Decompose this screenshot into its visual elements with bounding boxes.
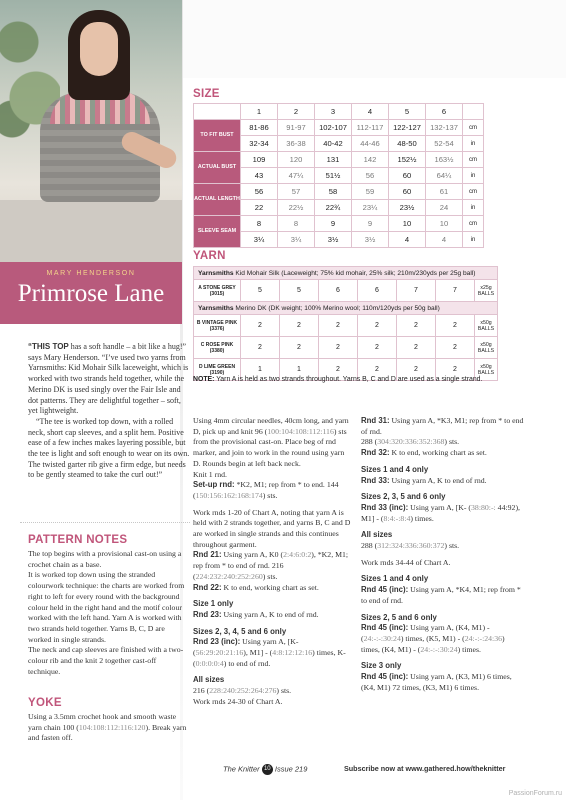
yarn-quantity: 2 (436, 315, 475, 337)
size-row (194, 104, 484, 120)
instructions-column-3 (361, 416, 525, 693)
yarn-table (193, 266, 498, 381)
brand-name: Yarnsmiths (198, 304, 234, 312)
instruction-line (193, 686, 353, 697)
model-photo (0, 0, 182, 262)
instruction-text: Work rnds 1-20 of Chart A, noting that yarn A is held with 2 strands together, and yarns B, C and D are worked in single strands and this continues throughout garment. (193, 507, 351, 549)
yarn-unit: x25g BALLS (475, 280, 498, 302)
instruction-label: Sizes 1 and 4 only (361, 574, 429, 584)
notes-line: The top begins with a provisional cast-on using a crochet chain as a base. (28, 549, 182, 569)
instruction-text: ) sts. (262, 571, 278, 581)
size-cell: 4 (426, 232, 463, 248)
intro-lead: “THIS TOP (28, 342, 69, 351)
yarn-quantity: 2 (436, 337, 475, 359)
size-cell: 57 (278, 184, 315, 200)
yoke-text: Using a 3.5mm crochet hook and smooth waste yarn chain 100 ( (28, 712, 177, 732)
yarn-description: Kid Mohair Silk (Laceweight; 75% kid mohair, 25% silk; 210m/230yds per 25g ball) (233, 269, 476, 277)
top-band (183, 0, 566, 78)
size-cell: 8 (278, 216, 315, 232)
size-table (193, 103, 484, 248)
size-cell: 4 (352, 104, 389, 120)
instruction-label: Rnd 33: (361, 475, 390, 485)
pattern-title: Primrose Lane (17, 280, 165, 307)
yarn-quantity: 5 (241, 280, 280, 302)
yarn-quantity: 6 (319, 280, 358, 302)
size-unit: cm (463, 152, 484, 168)
instruction-line (361, 558, 525, 569)
size-cell: 61 (426, 184, 463, 200)
instruction-line (361, 585, 525, 606)
instruction-line (193, 583, 353, 594)
instruction-text: ) times, (K4, M1) - ( (361, 633, 505, 654)
size-unit: cm (463, 216, 484, 232)
instruction-text: 288 ( (361, 541, 378, 551)
yoke-body (28, 712, 190, 744)
instruction-label: Rnd 45 (inc): (361, 585, 409, 595)
size-cell: 122-127 (389, 120, 426, 136)
instruction-line (361, 541, 525, 552)
yarn-quantity: 2 (241, 337, 280, 359)
instruction-text: ), *K2, M1; rep from * to end of rnd. 216 ( (193, 550, 349, 581)
size-cell: 22½ (278, 200, 315, 216)
instruction-text: ) sts. (276, 686, 292, 696)
size-cell: 120 (278, 152, 315, 168)
instruction-line (193, 599, 353, 610)
instruction-line (193, 416, 353, 470)
footer-magazine (223, 764, 307, 775)
yarn-quantity: 7 (436, 280, 475, 302)
merino-yarn-header (194, 302, 498, 315)
size-variants: 304:320:336:352:368 (377, 437, 445, 447)
size-row-label: ACTUAL LENGTH (194, 184, 241, 216)
instruction-text: ) sts from the provisional cast-on. Place beg of rnd marker, and join to work in the round using yarn D. Rounds begin at left back neck. (193, 426, 347, 468)
instruction-label: Rnd 33 (inc): (361, 502, 409, 512)
instruction-text: ) sts. (262, 490, 278, 500)
size-variants: 8:4:-:8:4 (383, 513, 411, 523)
size-cell: 43 (241, 168, 278, 184)
size-cell: 5 (389, 104, 426, 120)
instruction-line (361, 661, 525, 672)
instruction-text: Using yarn A, [K- ( (408, 502, 472, 512)
size-variants: 2:4:6:0:2 (283, 550, 312, 560)
yarn-quantity: 1 (241, 359, 280, 381)
size-cell: 59 (352, 184, 389, 200)
author-name: MARY HENDERSON (46, 270, 136, 277)
size-variants: 24:-:-:30:24 (363, 633, 401, 643)
instruction-label: Rnd 45 (inc): (361, 672, 409, 682)
yarn-quantity: 2 (319, 359, 358, 381)
pattern-notes-body (28, 549, 186, 677)
instruction-line (361, 476, 525, 487)
size-unit (463, 104, 484, 120)
instruction-text: Work rnds 24-30 of Chart A. (193, 696, 283, 706)
yarn-quantity: 2 (397, 315, 436, 337)
size-corner (194, 104, 241, 120)
size-variants: 24:-:-:24:36 (464, 633, 502, 643)
yarn-quantity: 2 (397, 337, 436, 359)
size-unit: in (463, 168, 484, 184)
instruction-text: Using yarn A, *K3, M1; rep from * to end of rnd. (361, 416, 524, 436)
instruction-line (193, 637, 353, 669)
instruction-text: ) sts. (444, 437, 460, 447)
notes-line: The neck and cap sleeves are finished with a two-colour rib and the knit 2 together cast-off technique. (28, 645, 184, 676)
size-row (194, 216, 484, 232)
size-variants: 312:324:336:360:372 (377, 541, 445, 551)
instruction-label: Rnd 21: (193, 550, 222, 560)
size-cell: 142 (352, 152, 389, 168)
size-cell: 6 (426, 104, 463, 120)
yarn-unit: x50g BALLS (475, 359, 498, 381)
size-variants: 224:232:240:252:260 (195, 571, 263, 581)
size-cell: 102-107 (315, 120, 352, 136)
size-cell: 23¼ (352, 200, 389, 216)
size-cell: 22¾ (315, 200, 352, 216)
yarn-unit: x50g BALLS (475, 337, 498, 359)
yarn-quantity: 7 (397, 280, 436, 302)
size-cell: 3¼ (241, 232, 278, 248)
instruction-line (193, 480, 353, 501)
yarn-colour-label: D LIME GREEN (3190) (194, 359, 241, 381)
instruction-text: Using yarn A, K to end of rnd. (221, 609, 319, 619)
subscribe-link[interactable]: Subscribe now at www.gathered.how/theknitter (344, 764, 506, 773)
instruction-text: Using yarn A, (K4, M1) - ( (361, 623, 490, 643)
instruction-text: ) times. (410, 513, 434, 523)
yarn-quantity: 2 (319, 337, 358, 359)
size-cell: 56 (241, 184, 278, 200)
size-cell: 1 (241, 104, 278, 120)
issue-number: Issue 219 (274, 764, 308, 774)
yarn-heading: YARN (193, 250, 226, 262)
yarn-colour-label: B VINTAGE PINK (3376) (194, 315, 241, 337)
instruction-line (361, 492, 525, 503)
intro-body-1: has a soft handle – a bit like a hug!” says Mary Henderson. “I’ve used two yarns from Yarnsmiths: Kid Mohair Silk laceweight, which is worked with two strands held together, while the Merino DK is used singly over the Fair Isle and dot patterns. They are delightful together – soft, yet lightweight. (28, 342, 189, 416)
size-cell: 3½ (352, 232, 389, 248)
instruction-line (361, 530, 525, 541)
size-cell: 56 (352, 168, 389, 184)
instruction-text: 216 ( (193, 686, 210, 696)
instruction-line (361, 465, 525, 476)
instruction-line (193, 697, 353, 708)
size-cell: 3 (315, 104, 352, 120)
instruction-line (361, 503, 525, 524)
size-unit: cm (463, 184, 484, 200)
size-unit: in (463, 200, 484, 216)
intro-text (28, 342, 190, 481)
instruction-line (193, 470, 353, 481)
yoke-heading: YOKE (28, 697, 62, 709)
instruction-text: 288 ( (361, 437, 378, 447)
yarn-quantity: 2 (358, 337, 397, 359)
instruction-text: ), M1] - ( (243, 648, 273, 658)
yarn-row (194, 280, 498, 302)
size-unit: in (463, 136, 484, 152)
size-variants: 38:80:-: (471, 502, 496, 512)
instruction-label: Sizes 1 and 4 only (361, 464, 429, 474)
title-banner (0, 262, 182, 324)
size-cell: 40-42 (315, 136, 352, 152)
yarn-quantity: 2 (358, 359, 397, 381)
size-row (194, 152, 484, 168)
instruction-line (361, 623, 525, 655)
watermark: PassionForum.ru (508, 790, 562, 797)
instruction-text: Using yarn A, K to end of rnd. (389, 475, 487, 485)
size-cell: 36-38 (278, 136, 315, 152)
size-cell: 9 (315, 216, 352, 232)
instruction-line (361, 672, 525, 693)
instruction-text: ) times, K- ( (193, 648, 346, 668)
yarn-quantity: 2 (397, 359, 436, 381)
size-row-label: SLEEVE SEAM (194, 216, 241, 248)
yarn-quantity: 5 (280, 280, 319, 302)
instruction-text: Using yarn A, [K- ( (193, 637, 299, 658)
yarn-description: Merino DK (DK weight; 100% Merino wool; 110m/120yds per 50g ball) (233, 304, 440, 312)
yarn-note (193, 376, 563, 383)
instruction-line (361, 416, 525, 437)
size-cell: 24 (426, 200, 463, 216)
size-cell: 22 (241, 200, 278, 216)
instruction-label: Rnd 23 (inc): (193, 637, 241, 647)
size-row-label: ACTUAL BUST (194, 152, 241, 184)
instruction-text: ) to end of rnd. (223, 658, 271, 668)
size-cell: 60 (389, 168, 426, 184)
note-text: Yarn A is held as two strands throughout. Yarns B, C and D are used as a single strand. (214, 376, 483, 383)
instruction-label: Sizes 2, 3, 4, 5 and 6 only (193, 626, 287, 636)
instruction-label: Size 3 only (361, 661, 402, 671)
size-cell: 131 (315, 152, 352, 168)
size-cell: 132-137 (426, 120, 463, 136)
instruction-label: Size 1 only (193, 599, 234, 609)
size-cell: 112-117 (352, 120, 389, 136)
size-cell: 60 (389, 184, 426, 200)
instruction-text: Using yarn A, (K3, M1) 6 times, (K4, M1) 72 times, (K3, M1) 6 times. (361, 672, 512, 692)
size-variants: 150:156:162:168:174 (195, 490, 263, 500)
yarn-quantity: 2 (358, 315, 397, 337)
size-cell: 8 (241, 216, 278, 232)
instruction-label: Rnd 45 (inc): (361, 623, 409, 633)
size-cell: 48-50 (389, 136, 426, 152)
size-variants: 0:0:0:0:4 (195, 658, 224, 668)
size-cell: 4 (389, 232, 426, 248)
instruction-label: Sizes 2, 5 and 6 only (361, 612, 437, 622)
note-label: NOTE: (193, 376, 215, 383)
size-cell: 52-54 (426, 136, 463, 152)
yarn-quantity: 2 (436, 359, 475, 381)
yarn-quantity: 6 (358, 280, 397, 302)
intro-paragraph-1 (28, 342, 190, 417)
size-row-label: TO FIT BUST (194, 120, 241, 152)
instruction-text: K to end, working chart as set. (221, 582, 319, 592)
size-cell: 64¼ (426, 168, 463, 184)
face (80, 22, 118, 76)
instruction-line (193, 627, 353, 638)
yarn-unit: x50g BALLS (475, 315, 498, 337)
yoke-sizes: 104:108:112:116:120 (78, 722, 146, 732)
instruction-label: All sizes (361, 530, 393, 540)
instruction-line (193, 675, 353, 686)
size-row (194, 184, 484, 200)
size-cell: 3¼ (278, 232, 315, 248)
size-variants: 228:240:252:264:276 (209, 686, 277, 696)
instruction-text: *K2, M1; rep from * to end. 144 ( (193, 480, 339, 500)
instruction-line (193, 550, 353, 582)
size-cell: 47¼ (278, 168, 315, 184)
yarn-quantity: 2 (241, 315, 280, 337)
instruction-text: Using yarn A, *K4, M1; rep from * to end of rnd. (361, 585, 521, 605)
instruction-line (193, 508, 353, 551)
instruction-label: All sizes (193, 675, 225, 685)
instruction-text: Work rnds 34-44 of Chart A. (361, 557, 451, 567)
instruction-line (361, 613, 525, 624)
instruction-text: ) sts. (444, 541, 460, 551)
instruction-text: Using yarn A, K0 ( (221, 550, 284, 560)
size-cell: 9 (352, 216, 389, 232)
size-unit: cm (463, 120, 484, 136)
size-variants: 56:29:20:21:16 (195, 648, 244, 658)
notes-line: It is worked top down using the stranded colourwork technique: the charts are worked from right to left for every round with the background colour held in the right hand and the motif colour worked with the left hand. Yarn A is worked with two strands held together. Yarns B, C, D are worked in single strands. (28, 570, 185, 644)
mohair-yarn-header (194, 267, 498, 280)
size-cell: 3½ (315, 232, 352, 248)
instructions-column-2 (193, 416, 353, 708)
brand-name: Yarnsmiths (198, 269, 234, 277)
size-cell: 109 (241, 152, 278, 168)
magazine-name: The Knitter (223, 764, 260, 774)
size-cell: 10 (426, 216, 463, 232)
intro-paragraph-2: “The tee is worked top down, with a rolled neck, short cap sleeves, and a split hem. Positive ease of a few inches makes layering possible, but the tee is light and soft enough to wear on its own. The twisted garter rib give a firm edge, but needs to be gently steamed to take the curl out!” (28, 416, 190, 480)
yarn-row (194, 315, 498, 337)
instruction-label: Rnd 32: (361, 448, 390, 458)
size-variants: 24:-:-:30:24 (420, 644, 458, 654)
instruction-text: Knit 1 rnd. (193, 469, 228, 479)
instruction-line (193, 610, 353, 621)
yarn-colour-label: A STONE GREY (3015) (194, 280, 241, 302)
instruction-label: Rnd 31: (361, 416, 390, 425)
instruction-line (361, 574, 525, 585)
size-cell: 91-97 (278, 120, 315, 136)
instruction-text: ) times, (K5, M1) - ( (400, 633, 465, 643)
instruction-text: ) times. (457, 644, 481, 654)
page-number: 10 (262, 764, 273, 775)
yarn-colour-label: C ROSE PINK (3380) (194, 337, 241, 359)
instruction-label: Rnd 22: (193, 582, 222, 592)
size-cell: 58 (315, 184, 352, 200)
instruction-label: Sizes 2, 3, 5 and 6 only (361, 492, 446, 502)
size-variants: 4:8:12:12:16 (272, 648, 313, 658)
size-row (194, 120, 484, 136)
size-cell: 2 (278, 104, 315, 120)
instruction-text: Using 4mm circular needles, 40cm long, and yarn D, pick up and knit 96 ( (193, 416, 349, 436)
size-variants: 100:104:108:112:116 (267, 426, 334, 436)
size-cell: 51½ (315, 168, 352, 184)
size-heading: SIZE (193, 88, 220, 100)
size-cell: 23½ (389, 200, 426, 216)
yarn-row (194, 337, 498, 359)
size-unit: in (463, 232, 484, 248)
yoke-text-end: ). Break yarn and fasten off. (28, 722, 187, 743)
section-divider (20, 522, 190, 523)
instruction-line (361, 437, 525, 448)
size-cell: 44-46 (352, 136, 389, 152)
size-cell: 81-86 (241, 120, 278, 136)
instruction-text: 44:92), M1] - ( (361, 502, 520, 523)
instruction-label: Rnd 23: (193, 609, 222, 619)
yarn-quantity: 2 (280, 315, 319, 337)
photo-floor (0, 200, 182, 262)
yarn-quantity: 2 (280, 337, 319, 359)
size-cell: 152½ (389, 152, 426, 168)
instruction-text: K to end, working chart as set. (389, 448, 487, 458)
yarn-quantity: 1 (280, 359, 319, 381)
instruction-label: Set-up rnd: (193, 480, 235, 490)
pattern-notes-heading: PATTERN NOTES (28, 534, 128, 546)
size-cell: 163½ (426, 152, 463, 168)
size-cell: 32-34 (241, 136, 278, 152)
size-cell: 10 (389, 216, 426, 232)
instruction-line (361, 448, 525, 459)
yarn-quantity: 2 (319, 315, 358, 337)
